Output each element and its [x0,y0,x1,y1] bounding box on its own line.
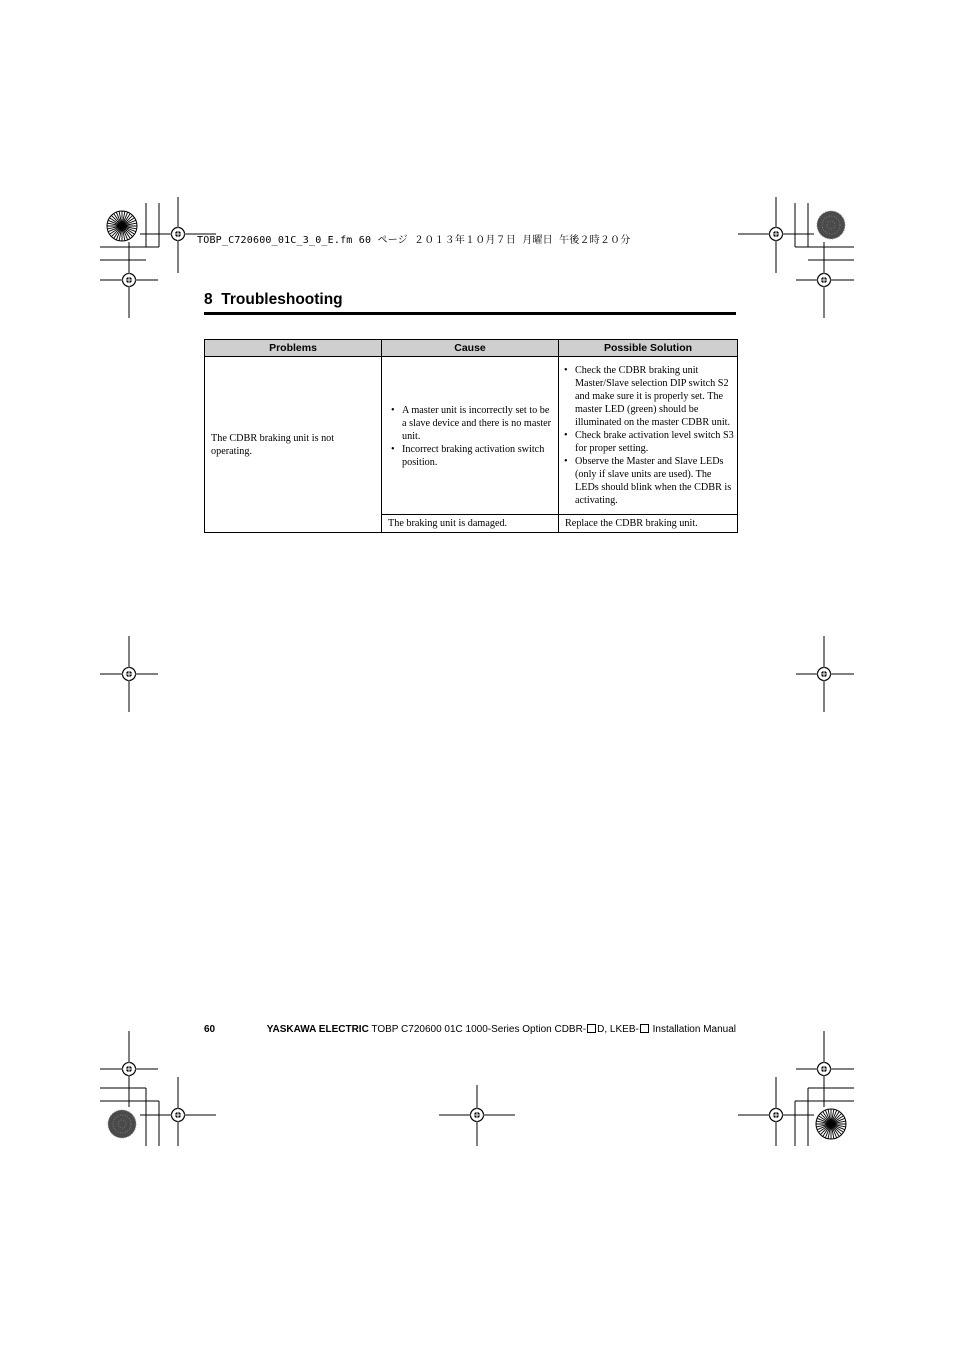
cause-cell [382,357,559,515]
column-header-cause: Cause [382,340,559,357]
cause-list [388,404,554,469]
section-title: Troubleshooting [221,291,343,308]
footer-doc-part: TOBP C720600 01C 1000-Series Option CDBR- [368,1024,587,1035]
cause-item: • A master unit is incorrectly set to be a slave device and there is no master unit. [388,404,554,443]
solution-item: • Check brake activation level switch S3 for proper setting. [561,429,735,455]
footer-brand: YASKAWA ELECTRIC [266,1024,369,1035]
footer-doc-title [267,1024,736,1035]
column-header-problems: Problems [205,340,382,357]
solution-cell: Replace the CDBR braking unit. [559,515,738,533]
troubleshooting-table [204,339,738,533]
page-number: 60 [204,1024,216,1035]
problem-cell: The CDBR braking unit is not operating. [205,357,382,533]
cause-item: • Incorrect braking activation switch position. [388,443,554,469]
column-header-solution: Possible Solution [559,340,738,357]
file-info-header: TOBP_C720600_01C_3_0_E.fm 60 ページ ２０１３年１０月７日 月曜日 午後２時２０分 [197,235,631,246]
table-header-row [205,340,738,357]
table-row [205,357,738,515]
solution-item: • Check the CDBR braking unit Master/Slave selection DIP switch S2 and make sure it is properly set. The master LED (green) should be illuminated on the master CDBR unit. [561,364,735,429]
placeholder-box-icon [587,1024,596,1033]
placeholder-box-icon [640,1024,649,1033]
section-rule [204,312,736,315]
solution-item: • Observe the Master and Slave LEDs (only if slave units are used). The LEDs should blink when the CDBR is activating. [561,455,735,507]
solution-cell [559,357,738,515]
footer-doc-part: D, LKEB- [597,1024,639,1035]
section-number: 8 [204,291,213,308]
cause-cell: The braking unit is damaged. [382,515,559,533]
section-heading [204,291,343,309]
solution-list [561,364,735,507]
footer-doc-part: Installation Manual [649,1024,736,1035]
